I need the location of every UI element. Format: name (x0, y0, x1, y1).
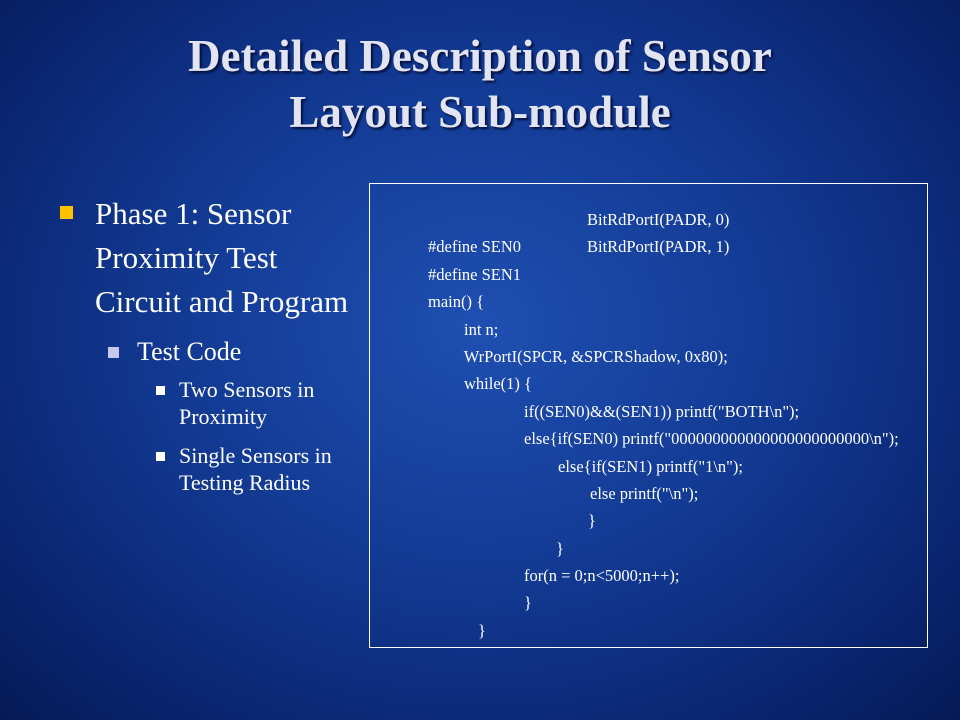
bullet-phase-text: Phase 1: Sensor Proximity Test Circuit and Program (95, 196, 349, 319)
code-main: main() { (428, 292, 485, 312)
bullet-single-sensors-text: Single Sensors in Testing Radius (179, 443, 332, 495)
title-line-1: Detailed Description of Sensor (188, 31, 772, 81)
code-brace: } (524, 593, 532, 613)
square-bullet-icon (108, 347, 119, 358)
code-line (395, 316, 899, 366)
code-line (395, 507, 899, 558)
code-line (395, 370, 899, 421)
code-line (395, 233, 899, 284)
square-bullet-icon (60, 206, 73, 219)
code-int-n: int n; (464, 319, 499, 339)
code-line (395, 535, 899, 586)
code-listing (395, 206, 899, 640)
code-else-sen1: else{if(SEN1) printf("1\n"); (558, 456, 743, 476)
code-line (395, 261, 899, 312)
bullet-two-sensors (156, 376, 360, 430)
code-line (395, 288, 899, 339)
square-bullet-icon (156, 386, 165, 395)
slide-title (60, 28, 900, 140)
code-define-sen1-value: BitRdPortI(PADR, 1) (587, 237, 730, 257)
bullet-test-code-text: Test Code (137, 337, 242, 366)
code-brace: } (588, 511, 596, 531)
code-define-sen1: #define SEN1 (428, 264, 522, 284)
bullet-two-sensors-text: Two Sensors in Proximity (179, 377, 315, 429)
code-while: while(1) { (464, 374, 532, 394)
code-line (395, 589, 899, 640)
code-line (395, 398, 899, 449)
code-box (369, 183, 928, 648)
code-define-sen0: #define SEN0 (428, 237, 522, 257)
code-line (395, 562, 899, 613)
code-define-sen0-value: BitRdPortI(PADR, 0) (587, 210, 730, 229)
code-line (395, 343, 899, 394)
code-else-printf: else printf("\n"); (590, 483, 699, 503)
bullet-list (60, 192, 360, 508)
title-line-2: Layout Sub-module (289, 87, 671, 137)
code-line (395, 453, 899, 503)
code-else-sen0: else{if(SEN0) printf("000000000000000000000000\n"); (524, 429, 899, 449)
code-brace: } (478, 620, 486, 640)
code-line (395, 425, 899, 476)
code-for-loop: for(n = 0;n<5000;n++); (524, 566, 680, 586)
code-if-both: if((SEN0)&&(SEN1)) printf("BOTH\n"); (524, 401, 800, 421)
code-line (395, 480, 899, 531)
bullet-phase (60, 192, 360, 324)
bullet-single-sensors (156, 442, 360, 496)
bullet-test-code (108, 336, 360, 368)
square-bullet-icon (156, 452, 165, 461)
code-brace: } (556, 538, 564, 558)
code-wrport: WrPortI(SPCR, &SPCRShadow, 0x80); (463, 346, 728, 366)
